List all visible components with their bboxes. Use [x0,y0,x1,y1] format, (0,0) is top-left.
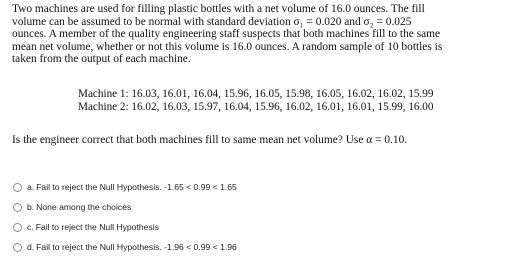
option-letter: c. [27,222,34,232]
option-letter: d. [27,242,35,252]
option-label: Fail to reject the Null Hypothesis. -1.65 < 0.99 < 1.65 [36,182,237,192]
question-line: Two machines are used for filling plastic bottles with a net volume of 16.0 ounces. The fill [12,3,425,15]
sample-data [78,88,434,113]
option-b[interactable] [13,200,131,214]
option-letter: b. [27,202,35,212]
question-prompt: Is the engineer correct that both machines fill to same mean net volume? Use α = 0.10. [12,134,408,146]
radio-button-icon[interactable] [13,243,22,252]
radio-button-icon[interactable] [13,183,22,192]
machine-2-data: Machine 2: 16.02, 16.03, 15.97, 16.04, 15.96, 16.02, 16.01, 16.01, 15.99, 16.00 [78,100,434,113]
question-line: mean net volume, whether or not this volume is 16.0 ounces. A random sample of 10 bottles is [12,40,443,53]
option-d[interactable] [13,240,237,254]
machine-1-data: Machine 1: 16.03, 16.01, 16.04, 15.96, 16.05, 15.98, 16.05, 16.02, 16.02, 15.99 [78,88,434,100]
question-text [12,3,504,66]
radio-button-icon[interactable] [13,223,22,232]
question-line: taken from the output of each machine. [12,53,191,66]
question-line: volume can be assumed to be normal with standard deviation σ₁ = 0.020 and σ₂ = 0.025 [12,15,412,28]
option-a[interactable] [13,180,237,194]
option-label: None among the choices [36,202,132,212]
question-line: ounces. A member of the quality engineering staff suspects that both machines fill to the same [12,28,441,41]
option-letter: a. [27,182,35,192]
option-label: Fail to reject the Null Hypothesis [35,222,159,232]
option-label: Fail to reject the Null Hypothesis. -1.96 < 0.99 < 1.96 [36,242,237,252]
option-c[interactable] [13,220,159,234]
radio-button-icon[interactable] [13,203,22,212]
